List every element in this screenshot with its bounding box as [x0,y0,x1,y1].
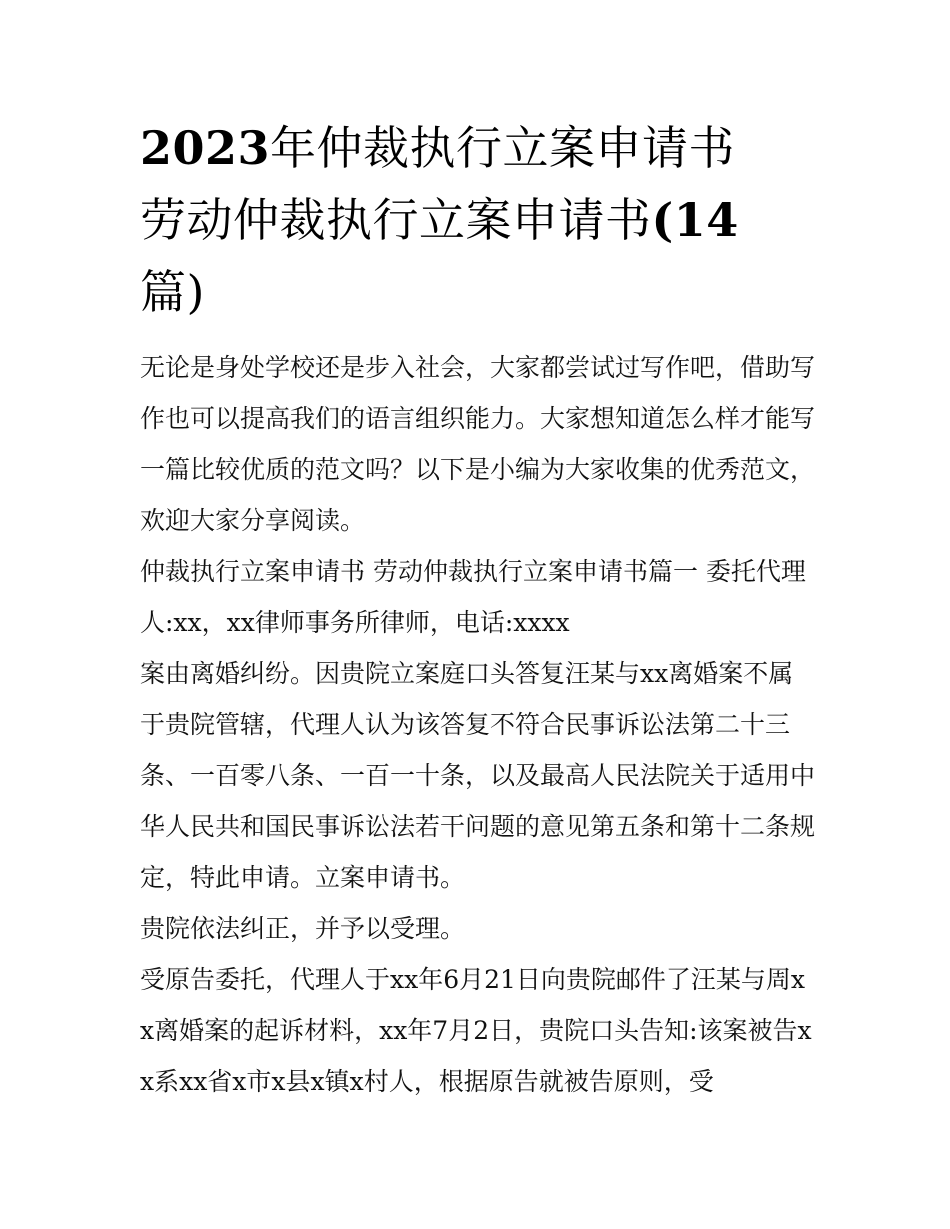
document-title [140,112,818,328]
title-year: 2023 [140,121,271,175]
paragraph-case-reason: 案由离婚纠纷。因贵院立案庭口头答复汪某与xx离婚案不属于贵院管辖，代理人认为该答复不符合民事诉讼法第二十三条、一百零八条、一百一十条，以及最高人民法院关于适用中华人民共和国民事诉讼法若干问题的意见第五条和第十二条规定，特此申请。立案申请书。 [140,659,816,892]
title-line-1: 年仲裁执行立案申请书 [270,121,736,175]
paragraph-facts: 受原告委托，代理人于xx年6月21日向贵院邮件了汪某与周xx离婚案的起诉材料，xx年7月2日，贵院口头告知:该案被告xx系xx省x市x县x镇x村人，根据原告就被告原则，受 [140,965,812,1096]
paragraph-intro: 无论是身处学校还是步入社会，大家都尝试过写作吧，借助写作也可以提高我们的语言组织能力。大家想知道怎么样才能写一篇比较优质的范文吗？以下是小编为大家收集的优秀范文，欢迎大家分享阅读。 [140,353,816,535]
title-line-3: 篇) [140,265,205,319]
title-line-2: 劳动仲裁执行立案申请书 [140,193,652,247]
title-line-2-tail: (14 [651,193,739,247]
paragraph-request: 贵院依法纠正，并予以受理。 [140,914,466,943]
paragraph-section-heading: 仲裁执行立案申请书 劳动仲裁执行立案申请书篇一 委托代理人:xx，xx律师事务所律师，电话:xxxx [140,557,806,637]
